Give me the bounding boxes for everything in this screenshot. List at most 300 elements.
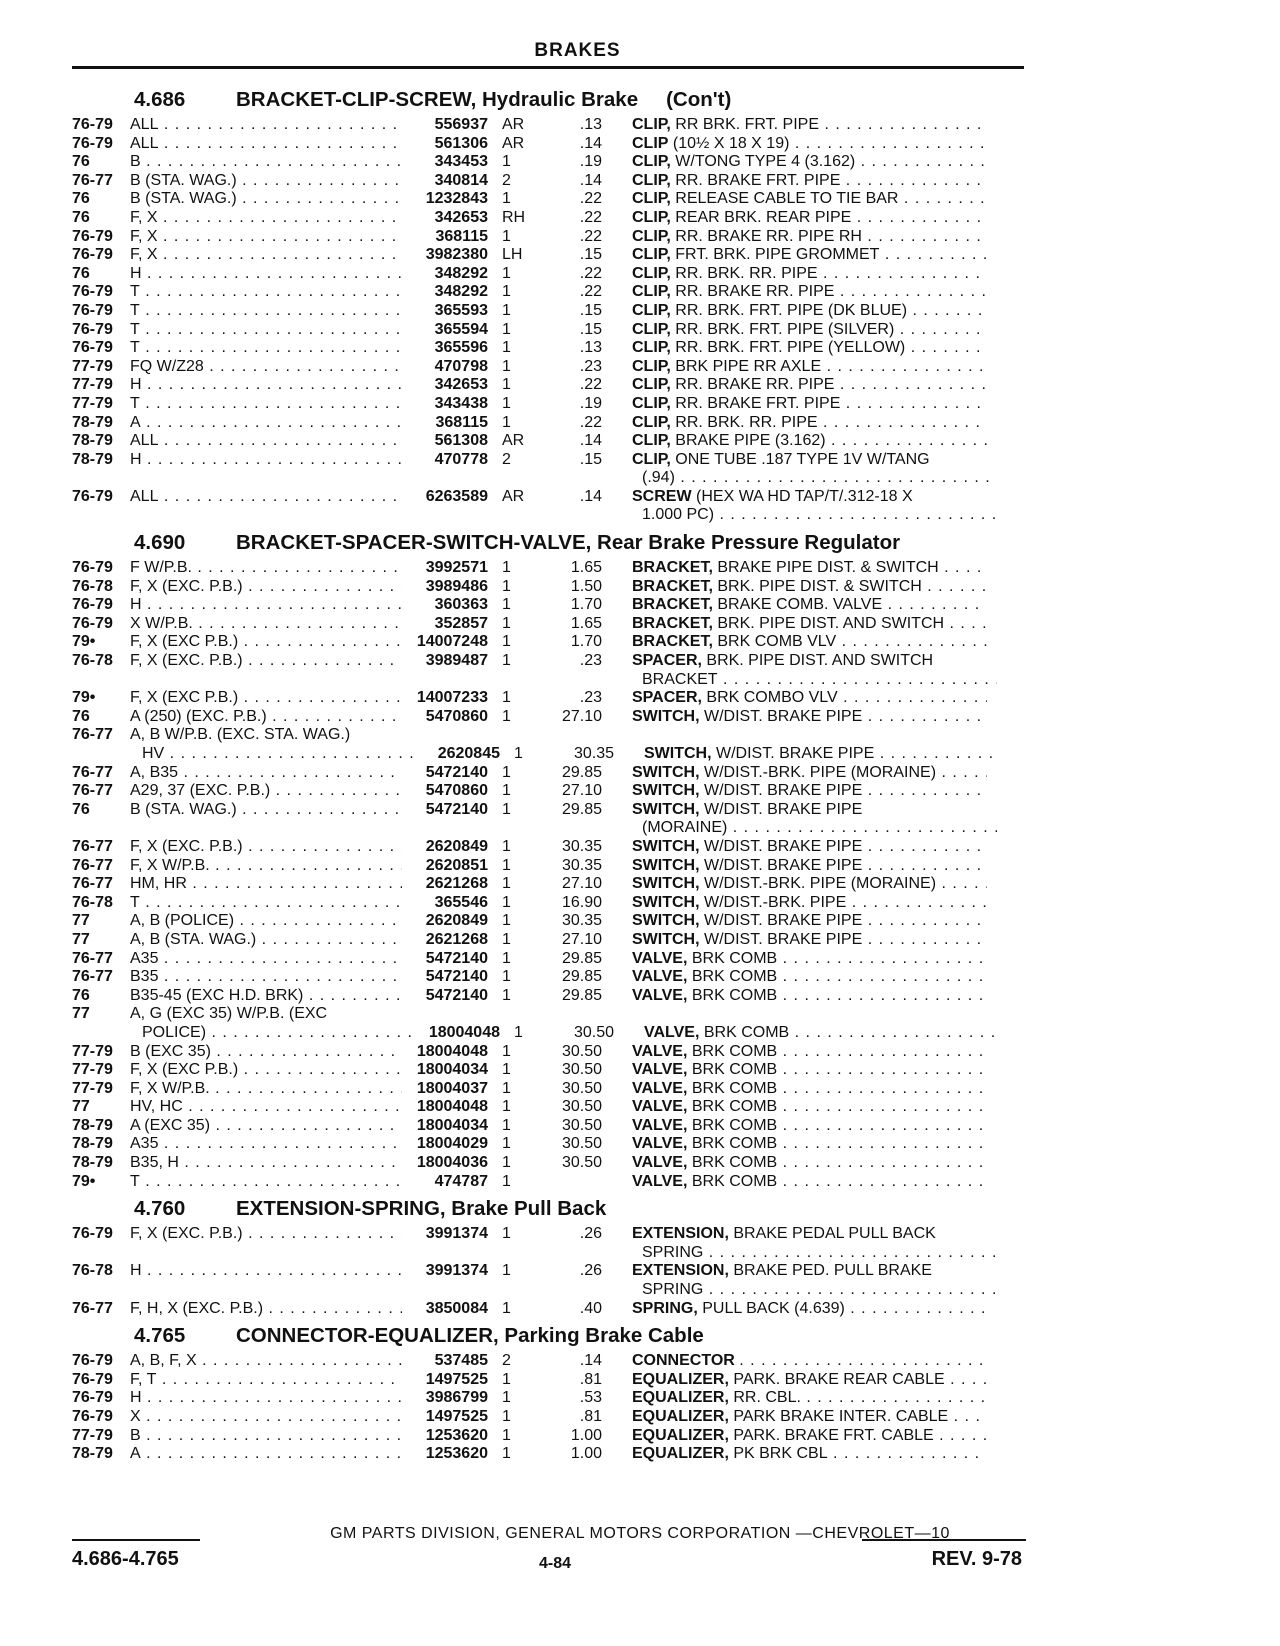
quantity: 1 [502, 856, 511, 874]
leader-dots [818, 265, 987, 282]
model-applicability [130, 968, 402, 987]
description-text: RR. BRK. FRT. PIPE (YELLOW) [675, 339, 906, 357]
part-description [602, 339, 987, 358]
price: 1.70 [570, 596, 602, 614]
model-text: T [130, 283, 140, 301]
description-continuation [602, 469, 997, 488]
part-number: 18004029 [416, 1135, 488, 1153]
price: .26 [579, 1262, 602, 1280]
description-text: BRK COMB [691, 986, 778, 1004]
continuation-text: SPRING [642, 1243, 704, 1261]
description-text: RR. BRAKE RR. PIPE RH [675, 227, 862, 245]
leader-dots [777, 1043, 987, 1060]
model-applicability [130, 116, 402, 135]
price: .19 [579, 153, 602, 171]
part-description [602, 190, 987, 209]
leader-dots [210, 857, 402, 874]
description-text: BRK. PIPE DIST. AND SWITCH [717, 614, 945, 632]
leader-dots [158, 950, 402, 967]
leader-dots [862, 912, 987, 929]
leader-dots [894, 321, 987, 338]
part-name: SPRING, [632, 1299, 698, 1317]
model-text: F, X (EXC P.B.) [130, 633, 239, 651]
part-row [72, 708, 1027, 727]
part-description [602, 652, 987, 671]
description-text: BRK COMB [691, 1079, 778, 1097]
leader-dots [158, 135, 402, 152]
part-row [72, 302, 1027, 321]
model-year: 76-79 [72, 301, 113, 319]
leader-dots [777, 1080, 987, 1097]
model-year: 78-79 [72, 1445, 113, 1463]
part-description [602, 1080, 987, 1099]
quantity: 1 [502, 339, 511, 357]
part-name: VALVE, [644, 1023, 700, 1041]
quantity: 1 [502, 912, 511, 930]
part-description [602, 283, 987, 302]
price: 1.70 [570, 633, 602, 651]
price: .26 [579, 1225, 602, 1243]
part-name: VALVE, [632, 1172, 688, 1190]
model-year: 76 [72, 264, 90, 282]
model-year: 76-79 [72, 1370, 113, 1388]
price: .40 [579, 1299, 602, 1317]
model-year: 76-77 [72, 171, 113, 189]
model-text: HM, HR [130, 875, 187, 893]
part-name: BRACKET, [632, 633, 713, 651]
quantity: 1 [502, 190, 511, 208]
model-applicability [130, 1225, 402, 1244]
quantity: 2 [502, 450, 511, 468]
model-year: 77-79 [72, 1426, 113, 1444]
description-text: W/DIST. BRAKE PIPE [704, 837, 863, 855]
quantity: 1 [502, 614, 511, 632]
leader-dots [140, 395, 402, 412]
model-applicability [130, 633, 402, 652]
part-row [72, 745, 1027, 764]
model-text: B (STA. WAG.) [130, 800, 237, 818]
quantity: 1 [502, 800, 511, 818]
description-text: RR. BRAKE FRT. PIPE [675, 394, 841, 412]
part-number: 352857 [434, 614, 488, 632]
model-text: B (STA. WAG.) [130, 190, 237, 208]
part-number: 470798 [434, 357, 488, 375]
part-row [72, 228, 1027, 247]
part-row [72, 931, 1027, 950]
price: 29.85 [561, 986, 602, 1004]
leader-dots [270, 782, 402, 799]
price: .22 [579, 413, 602, 431]
part-row [72, 116, 1027, 135]
quantity: 2 [502, 1352, 511, 1370]
model-text: H [130, 1262, 142, 1280]
model-text: ALL [130, 134, 159, 152]
leader-dots [789, 1024, 999, 1041]
leader-dots [141, 1408, 402, 1425]
part-row [72, 801, 1027, 820]
description-text: BRK COMB VLV [717, 633, 837, 651]
leader-dots [789, 135, 987, 152]
part-name: VALVE, [632, 1098, 688, 1116]
leader-dots [211, 1043, 402, 1060]
model-applicability [130, 265, 402, 284]
model-year: 76 [72, 986, 90, 1004]
part-row [72, 153, 1027, 172]
model-text: A35 [130, 949, 159, 967]
part-description [602, 432, 987, 451]
quantity: 1 [502, 153, 511, 171]
model-text: F, X (EXC. P.B.) [130, 1225, 243, 1243]
model-applicability [130, 432, 402, 451]
model-applicability [130, 764, 402, 783]
part-number: 5472140 [425, 986, 488, 1004]
leader-dots [879, 246, 987, 263]
part-row [72, 1408, 1027, 1427]
part-description [602, 857, 987, 876]
model-text: A (EXC 35) [130, 1116, 211, 1134]
part-name: SWITCH, [632, 763, 700, 781]
part-description [602, 708, 987, 727]
section-number: 4.765 [134, 1324, 186, 1348]
model-text: T [130, 394, 140, 412]
quantity: 1 [502, 968, 511, 986]
part-description [602, 265, 987, 284]
description-text: W/DIST. BRAKE PIPE [716, 745, 875, 762]
leader-dots [140, 894, 402, 911]
leader-dots [944, 615, 987, 632]
leader-dots [237, 172, 402, 189]
part-name: EQUALIZER, [632, 1408, 729, 1425]
model-year: 77-79 [72, 1079, 113, 1097]
price: 30.50 [561, 1135, 602, 1153]
price: .13 [579, 116, 602, 133]
model-year: 76-77 [72, 1299, 113, 1317]
part-row [72, 321, 1027, 340]
part-row [72, 209, 1027, 228]
part-number: 365593 [434, 301, 488, 319]
model-applicability [130, 1445, 402, 1464]
leader-dots [256, 931, 402, 948]
part-number: 348292 [434, 264, 488, 282]
part-description [602, 228, 987, 247]
section-number: 4.686 [134, 88, 186, 111]
model-applicability [130, 708, 402, 727]
model-year: 76-79 [72, 134, 113, 152]
part-number: 3986799 [425, 1389, 488, 1407]
part-row [72, 652, 1027, 671]
section-name: CONNECTOR-EQUALIZER, Parking Brake Cable [236, 1324, 704, 1348]
part-description [602, 931, 987, 950]
part-description [602, 246, 987, 265]
part-description [602, 782, 987, 801]
part-description [602, 1117, 987, 1136]
leader-dots [836, 633, 987, 650]
part-name: CONNECTOR [632, 1352, 735, 1370]
part-description [602, 596, 987, 615]
part-description [602, 1427, 987, 1446]
part-row [72, 1117, 1027, 1136]
part-name: CLIP, [632, 320, 671, 338]
leader-dots [234, 912, 402, 929]
part-name: BRACKET, [632, 577, 713, 595]
quantity: 1 [502, 1299, 511, 1317]
part-description [602, 875, 987, 894]
leader-dots [936, 875, 987, 892]
part-name: SWITCH, [632, 707, 700, 725]
part-number: 1253620 [425, 1445, 488, 1463]
leader-dots [898, 190, 987, 207]
model-year: 78-79 [72, 432, 113, 450]
part-number: 3850084 [425, 1299, 488, 1317]
part-row [72, 950, 1027, 969]
model-year: 79• [72, 633, 96, 651]
part-number: 343453 [434, 153, 488, 171]
leader-dots [204, 358, 402, 375]
model-applicability [130, 1352, 402, 1371]
leader-dots [263, 1300, 402, 1317]
price: .15 [579, 246, 602, 264]
part-name: CLIP, [632, 208, 671, 226]
part-row [72, 633, 1027, 652]
section-heading [72, 1191, 1027, 1225]
part-description [602, 764, 987, 783]
part-description [602, 894, 987, 913]
quantity: 1 [502, 763, 511, 781]
model-text: F, X [130, 208, 158, 226]
model-text: T [130, 301, 140, 319]
leader-dots [826, 432, 987, 449]
leader-dots [777, 1117, 987, 1134]
leader-dots [840, 395, 987, 412]
description-text: BRK COMB [691, 1116, 778, 1134]
model-text: B (EXC 35) [130, 1042, 211, 1060]
part-name: BRACKET, [632, 596, 713, 614]
leader-dots [862, 708, 987, 725]
part-row [72, 559, 1027, 578]
section-number: 4.760 [134, 1197, 186, 1221]
model-applicability [130, 1117, 402, 1136]
header-rule [72, 66, 1024, 69]
model-year: 78-79 [72, 450, 113, 468]
part-name: SPACER, [632, 689, 702, 707]
part-row [72, 782, 1027, 801]
part-row [72, 1024, 1027, 1043]
description-text: BRK COMB [703, 1023, 790, 1041]
part-description [602, 135, 987, 154]
leader-dots [210, 1117, 402, 1134]
price: .15 [579, 301, 602, 319]
model-applicability [130, 931, 402, 950]
continuation-text: BRACKET [642, 670, 718, 688]
part-description [602, 633, 987, 652]
description-text: RR. CBL. [733, 1389, 801, 1407]
footer-rule-right [862, 1539, 1026, 1541]
model-applicability [130, 302, 402, 321]
leader-dots [838, 689, 987, 706]
description-text: REAR BRK. REAR PIPE [675, 208, 852, 226]
model-text: A35 [130, 1135, 159, 1153]
quantity: AR [502, 116, 525, 133]
price: .23 [579, 689, 602, 707]
part-row [72, 1005, 1027, 1024]
part-name: CLIP [632, 134, 669, 152]
model-year: 78-79 [72, 1135, 113, 1153]
model-applicability [130, 838, 402, 857]
part-number: 1497525 [425, 1408, 488, 1425]
model-year: 76-79 [72, 596, 113, 614]
leader-dots [862, 228, 987, 245]
model-text: F, H, X (EXC. P.B.) [130, 1299, 264, 1317]
part-row [72, 764, 1027, 783]
leader-dots [237, 801, 402, 818]
part-description [602, 912, 987, 931]
model-text: F, X W/P.B. [130, 1079, 210, 1097]
model-year: 76-79 [72, 559, 113, 577]
part-number: 537485 [434, 1352, 488, 1370]
section-number: 4.690 [134, 531, 186, 555]
model-year: 79• [72, 689, 96, 707]
leader-dots [142, 1262, 402, 1279]
leader-dots [158, 246, 402, 263]
part-name: VALVE, [632, 1135, 688, 1153]
quantity: 1 [502, 930, 511, 948]
model-applicability [130, 615, 402, 634]
model-applicability [130, 801, 402, 820]
quantity: 1 [502, 652, 511, 670]
model-year: 76 [72, 190, 90, 208]
part-number: 1497525 [425, 1370, 488, 1388]
quantity: 1 [502, 633, 511, 651]
quantity: 1 [502, 1225, 511, 1243]
leader-dots [936, 764, 987, 781]
part-number: 5472140 [425, 968, 488, 986]
price: 30.35 [561, 837, 602, 855]
price: .23 [579, 357, 602, 375]
part-description [602, 1408, 987, 1427]
description-text: PULL BACK (4.639) [702, 1299, 845, 1317]
model-applicability [130, 1300, 402, 1319]
price: .19 [579, 394, 602, 412]
price: 1.00 [570, 1445, 602, 1463]
leader-dots [158, 228, 402, 245]
section-heading [72, 1318, 1027, 1352]
part-description [602, 116, 987, 135]
part-description [602, 615, 987, 634]
model-year: 76 [72, 153, 90, 171]
quantity: 1 [502, 1079, 511, 1097]
leader-dots [819, 116, 987, 133]
model-year: 77-79 [72, 1061, 113, 1079]
description-text: RR. BRAKE FRT. PIPE [675, 171, 841, 189]
section-name: EXTENSION-SPRING, Brake Pull Back [236, 1197, 607, 1221]
price: 1.50 [570, 577, 602, 595]
model-year: 77-79 [72, 394, 113, 412]
model-year: 78-79 [72, 413, 113, 431]
quantity: 1 [502, 875, 511, 893]
part-number: 1232843 [425, 190, 488, 208]
part-row [72, 1262, 1027, 1281]
quantity: 1 [502, 1061, 511, 1079]
part-description [602, 451, 987, 470]
part-description [602, 1173, 987, 1192]
quantity: 1 [502, 1098, 511, 1116]
part-name: SPACER, [632, 652, 702, 670]
quantity: AR [502, 487, 525, 505]
price: 30.50 [561, 1061, 602, 1079]
part-description [602, 968, 987, 987]
price: .23 [579, 652, 602, 670]
model-year: 76-79 [72, 283, 113, 301]
part-row [72, 596, 1027, 615]
part-name: VALVE, [632, 1154, 688, 1172]
model-applicability [130, 172, 402, 191]
part-number: 2620849 [425, 837, 488, 855]
model-text: HV [142, 745, 165, 762]
quantity: 1 [502, 893, 511, 911]
model-text: H [130, 1389, 142, 1407]
part-row [72, 265, 1027, 284]
part-name: CLIP, [632, 301, 671, 319]
description-text: RR. BRAKE RR. PIPE [675, 283, 835, 301]
description-text: BRK COMBO VLV [706, 689, 838, 707]
model-text: F, X (EXC. P.B.) [130, 652, 243, 670]
model-year: 76-78 [72, 577, 113, 595]
leader-dots [851, 209, 987, 226]
model-text: F, X (EXC. P.B.) [130, 837, 243, 855]
part-number: 343438 [434, 394, 488, 412]
model-year: 76-79 [72, 1408, 113, 1425]
part-number: 3991374 [425, 1225, 488, 1243]
price: .14 [579, 432, 602, 450]
part-name: SWITCH, [632, 800, 700, 818]
price: .15 [579, 450, 602, 468]
part-number: 18004034 [416, 1061, 488, 1079]
price: 29.85 [561, 949, 602, 967]
price: 30.35 [573, 745, 614, 762]
part-number: 5472140 [425, 763, 488, 781]
leader-dots [777, 950, 987, 967]
leader-dots [834, 283, 987, 300]
part-number: 368115 [435, 413, 488, 431]
part-number: 556937 [434, 116, 488, 133]
model-applicability [130, 209, 402, 228]
model-text: A [130, 413, 141, 431]
model-year: 76-79 [72, 246, 113, 264]
price: .22 [579, 283, 602, 301]
part-row [72, 875, 1027, 894]
part-row [72, 1300, 1027, 1319]
model-text: H [130, 596, 142, 614]
quantity: 1 [502, 357, 511, 375]
part-row [72, 857, 1027, 876]
part-description [602, 358, 987, 377]
leader-dots [739, 1352, 987, 1369]
description-text: W/DIST. BRAKE PIPE [704, 930, 863, 948]
description-text: (HEX WA HD TAP/T/.312-18 X [696, 487, 913, 505]
model-text: T [130, 320, 140, 338]
leader-dots [303, 987, 402, 1004]
price: 30.50 [561, 1098, 602, 1116]
model-year: 76-78 [72, 652, 113, 670]
model-text: HV, HC [130, 1098, 183, 1116]
leader-dots [142, 596, 402, 613]
leader-dots [874, 745, 999, 762]
part-description [602, 376, 987, 395]
model-year: 76-77 [72, 726, 113, 744]
part-name: CLIP, [632, 432, 671, 450]
part-name: VALVE, [632, 1116, 688, 1134]
model-year: 77-79 [72, 376, 113, 394]
